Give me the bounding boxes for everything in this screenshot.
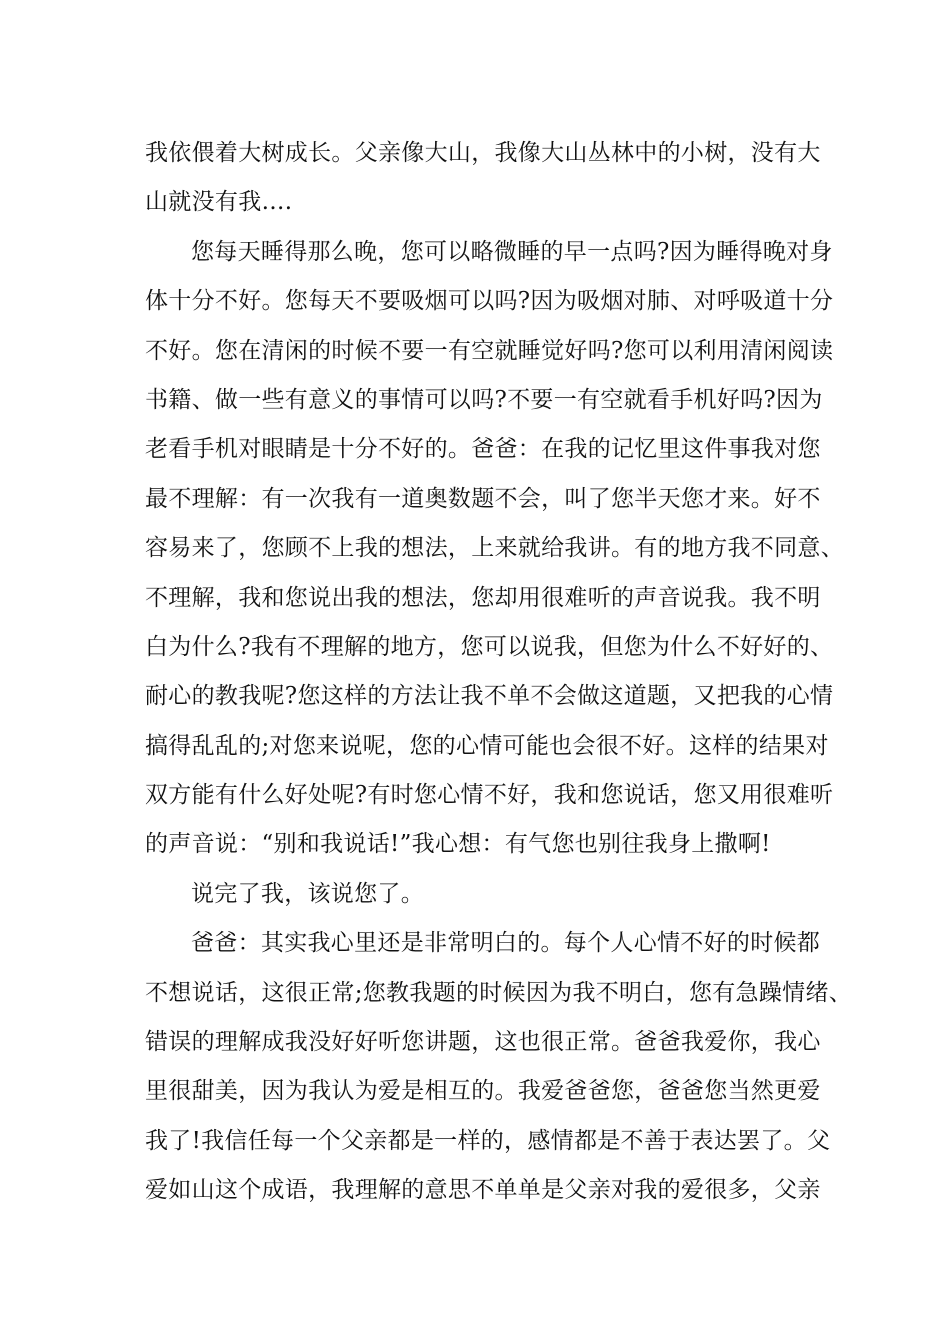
text-line: 书籍、做一些有意义的事情可以吗?不要一有空就看手机好吗?因为 <box>145 386 823 413</box>
text-line: 不想说话，这很正常;您教我题的时候因为我不明白，您有急躁情绪、 <box>145 979 853 1006</box>
text-line: 容易来了，您顾不上我的想法，上来就给我讲。有的地方我不同意、 <box>145 535 844 562</box>
text-line: 山就没有我…. <box>145 189 293 216</box>
text-line: 我了!我信任每一个父亲都是一样的，感情都是不善于表达罢了。父 <box>145 1127 831 1154</box>
text-line: 我依偎着大树成长。父亲像大山，我像大山丛林中的小树，没有大 <box>145 140 821 166</box>
text-line: 不理解，我和您说出我的想法，您却用很难听的声音说我。我不明 <box>145 584 821 611</box>
text-line: 不好。您在清闲的时候不要一有空就睡觉好吗?您可以利用清闲阅读 <box>145 337 834 364</box>
text-line: 里很甜美，因为我认为爱是相互的。我爱爸爸您，爸爸您当然更爱 <box>145 1078 821 1105</box>
text-line: 双方能有什么好处呢?有时您心情不好，我和您说话，您又用很难听 <box>145 782 834 809</box>
text-line: 最不理解：有一次我有一道奥数题不会，叫了您半天您才来。好不 <box>145 485 821 512</box>
text-line: 白为什么?我有不理解的地方，您可以说我，但您为什么不好好的、 <box>145 633 834 660</box>
body-text <box>145 129 853 1216</box>
text-line: 老看手机对眼睛是十分不好的。爸爸：在我的记忆里这件事我对您 <box>145 436 821 463</box>
text-line: 的声音说：“别和我说话!”我心想：有气您也别往我身上撒啊! <box>145 831 771 858</box>
text-line: 搞得乱乱的;对您来说呢，您的心情可能也会很不好。这样的结果对 <box>145 732 829 759</box>
text-line: 爱如山这个成语，我理解的意思不单单是父亲对我的爱很多，父亲 <box>145 1177 821 1204</box>
paragraph-start-line: 说完了我，该说您了。 <box>191 880 424 907</box>
text-line: 耐心的教我呢?您这样的方法让我不单不会做这道题，又把我的心情 <box>145 683 834 710</box>
text-line: 错误的理解成我没好好听您讲题，这也很正常。爸爸我爱你，我心 <box>145 1029 821 1056</box>
paragraph-start-line: 爸爸：其实我心里还是非常明白的。每个人心情不好的时候都 <box>191 930 821 957</box>
text-line: 体十分不好。您每天不要吸烟可以吗?因为吸烟对肺、对呼吸道十分 <box>145 288 834 315</box>
paragraph-start-line: 您每天睡得那么晚，您可以略微睡的早一点吗?因为睡得晚对身 <box>191 238 833 265</box>
